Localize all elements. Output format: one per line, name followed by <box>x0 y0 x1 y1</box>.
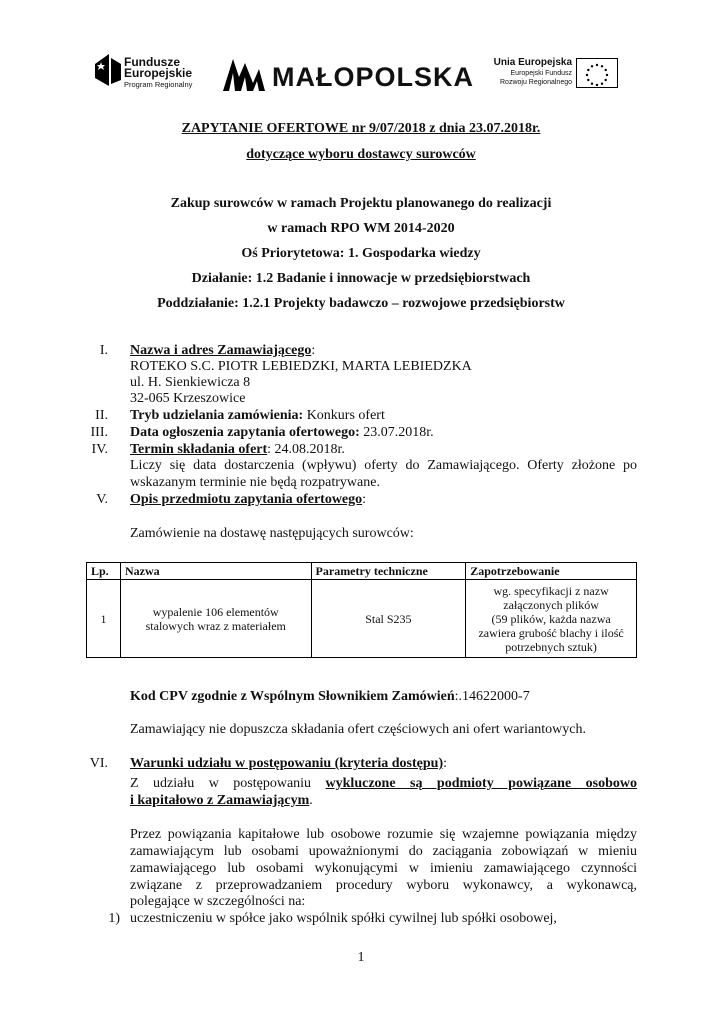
section-2-value: Konkurs ofert <box>303 408 385 423</box>
header-nazwa: Nazwa <box>120 563 311 580</box>
section-5-label: Opis przedmiotu zapytania ofertowego <box>130 492 363 507</box>
cell-zap-line2: załączonych plików <box>503 597 599 612</box>
section-6-line-1b: wykluczone są podmioty powiązane osobowo <box>325 776 637 791</box>
header-lp: Lp. <box>87 563 121 580</box>
company-name: ROTEKO S.C. PIOTR LEBIEDZKI, MARTA LEBIEDZKA <box>130 359 472 374</box>
definition-line-3: zamawiającego lub osobami wykonującymi w imieniu zamawiającego czynności <box>130 861 637 876</box>
section-4-label: Termin składania ofert <box>130 442 268 457</box>
ue-line1: Unia Europejska <box>493 57 572 68</box>
fe-line2: Europejskie <box>124 66 193 80</box>
priority-axis: Oś Priorytetowa: 1. Gospodarka wiedzy <box>241 246 481 261</box>
section-6-line-1 <box>130 776 637 792</box>
definition-line-2: zamawiającym lub osobami upoważnionymi do zaciągania zobowiązań w mieniu <box>130 844 637 859</box>
project-line-1: Zakup surowców w ramach Projektu planowanego do realizacji <box>170 196 552 211</box>
section-5-number: V. <box>96 492 108 507</box>
section-5-colon: : <box>362 492 367 507</box>
partial-offers-note: Zamawiający nie dopuszcza składania ofert częściowych ani ofert wariantowych. <box>130 722 586 737</box>
section-4-note-2: wskazanym terminie nie będą rozpatrywane. <box>130 475 380 490</box>
sub-measure: Poddziałanie: 1.2.1 Projekty badawczo – rozwojowe przedsiębiorstw <box>157 296 565 311</box>
fundusze-europejskie-emblem-icon <box>95 54 121 86</box>
section-3-value: 23.07.2018r. <box>359 425 434 440</box>
cell-nazwa <box>120 580 311 658</box>
company-street: ul. H. Sienkiewicza 8 <box>130 375 251 390</box>
malopolska-text: MAŁOPOLSKA <box>272 62 474 92</box>
eu-flag-icon <box>576 58 618 88</box>
section-3-line <box>130 425 434 441</box>
cell-zap-line1: wg. specyfikacji z nazw <box>493 583 609 598</box>
section-6-label: Warunki udziału w postępowaniu (kryteria dostępu) <box>130 756 444 771</box>
section-4-line <box>130 442 345 458</box>
section-6-line-2 <box>130 793 313 809</box>
section-1-label: Nazwa i adres Zamawiającego <box>130 343 312 358</box>
cpv-value: :.14622000-7 <box>454 689 530 704</box>
section-6-number: VI. <box>89 756 108 771</box>
definition-line-1: Przez powiązania kapitałowe lub osobowe rozumie się wzajemne powiązania między <box>130 827 637 842</box>
section-6-colon: : <box>443 756 447 771</box>
section-6-line-2-text: i kapitałowo z Zamawiającym <box>130 793 310 808</box>
ue-line3: Rozwoju Regionalnego <box>500 79 572 86</box>
section-5-heading <box>130 492 366 508</box>
project-line-2: w ramach RPO WM 2014-2020 <box>267 221 455 236</box>
cell-zap-line5: potrzebnych sztuk) <box>505 639 597 654</box>
section-6-line-2-dot: . <box>309 793 313 808</box>
cell-nazwa-line1: wypalenie 106 elementów <box>152 604 279 619</box>
section-1-heading <box>130 343 315 359</box>
cell-zap-line3: (59 plików, każda nazwa <box>491 611 611 626</box>
section-1-number: I. <box>99 343 108 358</box>
header-zapotrzebowanie: Zapotrzebowanie <box>466 563 637 580</box>
document-title: ZAPYTANIE OFERTOWE nr 9/07/2018 z dnia 23.07.2018r. <box>181 121 541 136</box>
section-2-line <box>130 408 385 424</box>
section-4-value: : 24.08.2018r. <box>267 442 345 457</box>
section-2-label: Tryb udzielania zamówienia: <box>130 408 304 423</box>
section-3-number: III. <box>90 425 108 440</box>
section-1-colon: : <box>311 343 316 358</box>
company-city: 32-065 Krzeszowice <box>130 391 246 406</box>
table-row <box>87 580 637 658</box>
cpv-line <box>130 689 530 705</box>
section-4-number: IV. <box>91 442 108 457</box>
list-item-1: uczestniczeniu w spółce jako wspólnik spółki cywilnej lub spółki osobowej, <box>130 911 557 926</box>
measure: Działanie: 1.2 Badanie i innowacje w przedsiębiorstwach <box>191 271 531 286</box>
list-item-1-number: 1) <box>108 911 120 926</box>
table-header-row <box>87 563 637 580</box>
document-subject: dotyczące wyboru dostawcy surowców <box>246 147 476 162</box>
cell-zapotrzebowanie <box>466 580 637 658</box>
cell-nazwa-line2: stalowych wraz z materiałem <box>145 618 286 633</box>
section-6-line-1a: Z udziału w postępowaniu <box>130 776 326 791</box>
header-parametry: Parametry techniczne <box>311 563 466 580</box>
definition-line-5: polegające w szczególności na: <box>130 894 306 909</box>
section-4-note-1: Liczy się data dostarczenia (wpływu) oferty do Zamawiającego. Oferty złożone po <box>130 458 637 473</box>
fe-line3: Program Regionalny <box>124 80 193 89</box>
materials-table <box>86 562 637 658</box>
fe-line1: Fundusze <box>124 55 180 69</box>
section-3-label: Data ogłoszenia zapytania ofertowego: <box>130 425 360 440</box>
page-number: 1 <box>357 950 365 965</box>
section-5-intro: Zamówienie na dostawę następujących surowców: <box>130 526 414 541</box>
definition-line-4: związane z przeprowadzaniem procedury wyboru wykonawcy, a wykonawcą, <box>130 878 637 893</box>
section-2-number: II. <box>95 408 108 423</box>
cell-lp: 1 <box>87 580 121 658</box>
cell-zap-line4: zawiera grubość blachy i ilość <box>478 625 624 640</box>
section-6-heading <box>130 756 447 772</box>
cell-parametry: Stal S235 <box>311 580 466 658</box>
malopolska-mountains-icon <box>223 59 265 91</box>
ue-line2: Europejski Fundusz <box>510 70 572 77</box>
cpv-label: Kod CPV zgodnie z Wspólnym Słownikiem Zamówień <box>130 689 455 704</box>
